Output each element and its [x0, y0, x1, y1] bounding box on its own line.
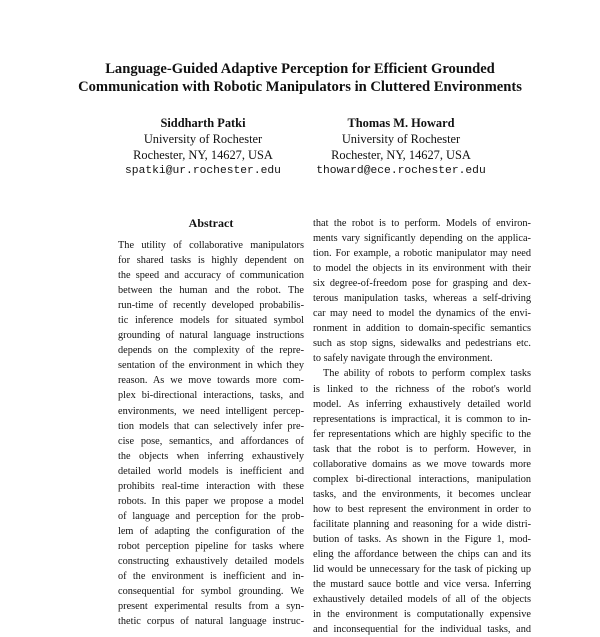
text-line: the objects when inferring exhaustively: [118, 450, 304, 462]
text-line: tasks, and the environments, it becomes unclear: [313, 488, 531, 500]
text-line: The ability of robots to perform complex tasks: [323, 368, 531, 380]
text-line: The utility of collaborative manipulators: [118, 240, 304, 251]
text-line: the speed and accuracy of communication: [118, 270, 304, 282]
text-line: bution of tasks. As shown in the Figure 1, mod-: [313, 533, 531, 545]
text-line: task that the robot is to perform. However, in: [313, 443, 531, 455]
text-line: sentation of the environment in which they: [118, 360, 304, 372]
author-name: Thomas M. Howard: [347, 116, 455, 130]
text-line: of language and perception for the prob-: [118, 510, 304, 522]
text-line: reason. As we move towards more com-: [118, 375, 304, 387]
text-line: eling the affordance between the chips can and its: [313, 549, 531, 561]
text-line: in the environment is computationally expensive: [313, 609, 531, 621]
text-line: thetic corpus of natural language instruc-: [118, 616, 304, 628]
text-line: is linked to the richness of the robot's world: [313, 383, 531, 395]
paper-title: [40, 60, 560, 96]
text-line: model. As inferring exhaustively detailed world: [313, 398, 531, 410]
text-line: for shared tasks is highly dependent on: [118, 255, 304, 267]
text-line: lid would be unnecessary for the task of picking up: [313, 564, 531, 576]
text-line: robots. In this paper we propose a model: [118, 495, 304, 507]
text-line: run-time of recently developed probabilis-: [118, 300, 304, 312]
text-line: depends on the complexity of the repre-: [118, 345, 304, 357]
author-affiliation: University of Rochester: [143, 132, 263, 146]
text-line: fer representations which are highly specific to the: [313, 428, 531, 440]
text-line: cise pose, semantics, and affordances of: [118, 435, 304, 447]
text-line: terous manipulation tasks, whereas a self-driving: [313, 293, 531, 305]
text-line: detailed world models is inefficient and: [118, 465, 304, 477]
text-line: environments, we need intelligent percep-: [118, 405, 304, 417]
author-email: thoward@ece.rochester.edu: [316, 165, 486, 177]
text-line: representations is impractical, it is common to in-: [313, 413, 531, 425]
text-line: to model the objects in its environment with their: [313, 263, 531, 275]
text-line: to safely navigate through the environment.: [313, 353, 493, 365]
author-block: [286, 115, 516, 179]
text-line: prohibits real-time interaction with these: [118, 480, 304, 492]
text-line: that the robot is to perform. Models of environ-: [313, 218, 531, 229]
abstract-heading: Abstract: [188, 216, 234, 230]
title-line: Communication with Robotic Manipulators in Cluttered Environments: [78, 79, 522, 95]
text-line: complex bi-directional interactions, manipulation: [313, 473, 531, 485]
author-address: Rochester, NY, 14627, USA: [133, 148, 273, 162]
title-line: Language-Guided Adaptive Perception for Efficient Grounded: [105, 61, 495, 77]
body-text: [313, 216, 531, 637]
text-line: plex bi-directional interactions, tasks, and: [118, 390, 304, 402]
author-name: Siddharth Patki: [160, 116, 246, 130]
text-line: constructing exhaustively detailed models: [118, 555, 304, 567]
text-line: how to best represent the environment in order to: [313, 503, 531, 515]
text-line: facilitate planning and reasoning for a wide distri-: [313, 518, 531, 530]
text-line: six degree-of-freedom pose for grasping and dex-: [313, 278, 531, 290]
text-line: ronment in addition to domain-specific semantics: [313, 323, 531, 335]
text-line: consequential for symbol grounding. We: [118, 586, 304, 598]
text-line: and inconsequential for the individual tasks, and: [313, 624, 531, 636]
author-address: Rochester, NY, 14627, USA: [331, 148, 471, 162]
text-line: car may need to model the dynamics of the envi-: [313, 308, 531, 320]
text-line: tion. For example, a robotic manipulator may need: [313, 248, 531, 260]
text-line: exhaustively detailed models of all of the objects: [313, 594, 531, 606]
text-line: of the environment is inefficient and in-: [118, 571, 304, 583]
author-affiliation: University of Rochester: [341, 132, 461, 146]
text-line: tion models that can selectively infer pre-: [118, 420, 304, 432]
text-line: present experimental results from a syn-: [118, 601, 304, 613]
text-line: collaborative domains as we move towards more: [313, 458, 531, 470]
abstract-text: [118, 238, 304, 629]
text-line: lem of adapting the configuration of the: [118, 525, 304, 537]
text-line: grounding of natural language instructions: [118, 330, 304, 342]
text-line: tic inference models for situated symbol: [118, 315, 304, 327]
text-line: ments vary significantly depending on the applica-: [313, 233, 531, 245]
text-line: the mustard sauce bottle and vice versa. Inferring: [313, 579, 531, 591]
author-block: [88, 115, 318, 179]
text-line: between the human and the robot. The: [118, 285, 304, 297]
author-email: spatki@ur.rochester.edu: [125, 165, 281, 177]
text-line: robot perception pipeline for tasks where: [118, 540, 304, 552]
text-line: such as stop signs, sidewalks and pedestrians etc.: [313, 338, 531, 350]
